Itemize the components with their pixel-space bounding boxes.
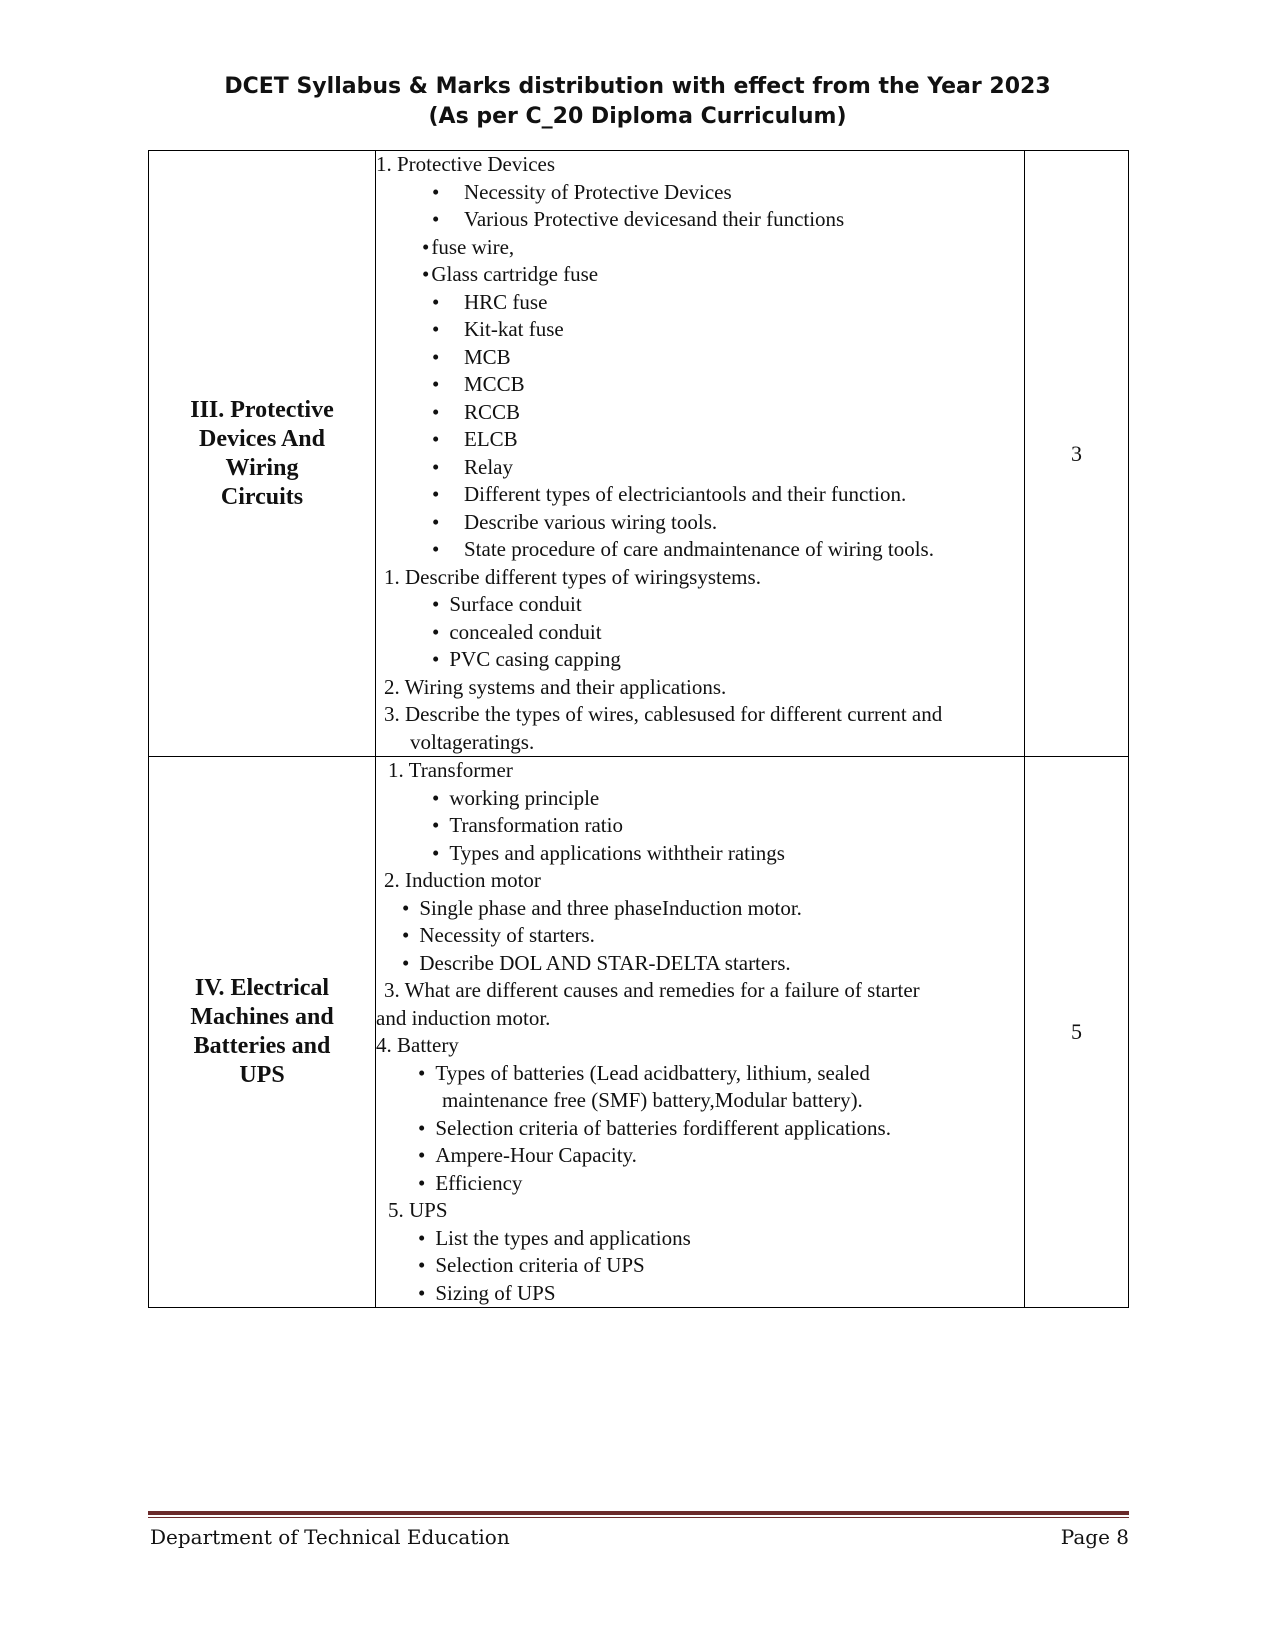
unit-title-line: Machines and (190, 1004, 334, 1030)
topic-bullet-item: • Single phase and three phaseInduction motor. (376, 895, 1024, 923)
unit-title-line: UPS (239, 1062, 285, 1088)
topic-bullet-item: • Describe various wiring tools. (376, 509, 1024, 537)
topic-bullet-item: • Efficiency (376, 1170, 1024, 1198)
topic-heading-line: 5. UPS (388, 1198, 448, 1222)
syllabus-row (149, 151, 1129, 757)
topic-bullet-item: • working principle (376, 785, 1024, 813)
topic-heading-line: 1. Describe different types of wiringsystems. (384, 564, 761, 589)
topic-bullet-item: • Relay (376, 454, 1024, 482)
topic-bullet-item: • Types and applications withtheir ratings (376, 840, 1024, 868)
topic-bullet-item: • ELCB (376, 426, 1024, 454)
topic-bullet-item: • Ampere-Hour Capacity. (376, 1142, 1024, 1170)
footer-page-number: Page 8 (1060, 1525, 1129, 1549)
topic-bullet-item: • State procedure of care andmaintenance of wiring tools. (376, 536, 1024, 564)
topic-bullet-item: • RCCB (376, 399, 1024, 427)
topic-bullet-item: • Various Protective devicesand their functions (376, 206, 1024, 234)
footer-rule-thin (148, 1517, 1129, 1518)
marks-cell: 5 (1025, 757, 1129, 1308)
topic-bullet-item: • Kit-kat fuse (376, 316, 1024, 344)
topic-heading-line: 3. What are different causes and remedies for a failure of starter (384, 978, 920, 1002)
topic-bullet-item: • MCB (376, 344, 1024, 372)
syllabus-table (148, 150, 1129, 1308)
topic-heading-line: 4. Battery (376, 1033, 459, 1057)
marks-cell: 3 (1025, 151, 1129, 757)
unit-title-cell (149, 151, 376, 757)
unit-title-line: Batteries and (193, 1033, 331, 1059)
topic-heading-line: 2. Induction motor (384, 868, 541, 892)
unit-title-line: III. Protective (190, 396, 334, 423)
topic-bullet-item: • Selection criteria of batteries fordifferent applications. (376, 1115, 1024, 1143)
unit-title (177, 396, 347, 512)
unit-title-line: Devices And (199, 425, 325, 452)
topic-bullet-item: • Glass cartridge fuse (376, 261, 1024, 289)
topic-bullet-item: • Describe DOL AND STAR-DELTA starters. (376, 950, 1024, 978)
topic-bullet-item: • Types of batteries (Lead acidbattery, lithium, sealed (376, 1060, 1024, 1088)
topic-bullet-item: • Surface conduit (376, 591, 1024, 619)
topic-heading-line: 2. Wiring systems and their applications. (384, 674, 727, 699)
topic-bullet-item: • Selection criteria of UPS (376, 1252, 1024, 1280)
topic-content-cell (376, 151, 1025, 757)
unit-title-cell (149, 757, 376, 1308)
topic-bullet-item: • MCCB (376, 371, 1024, 399)
topic-heading-line: and induction motor. (376, 1005, 551, 1030)
topic-heading-line: 3. Describe the types of wires, cablesused for different current and (384, 702, 943, 726)
topic-bullet-item: • fuse wire, (376, 234, 1024, 262)
header-subtitle: (As per C_20 Diploma Curriculum) (428, 104, 847, 129)
unit-title-line: Circuits (220, 483, 304, 510)
topic-bullet-item: maintenance free (SMF) battery,Modular battery). (442, 1088, 863, 1112)
topic-bullet-item: • Necessity of starters. (376, 922, 1024, 950)
footer-department: Department of Technical Education (150, 1525, 510, 1549)
topic-heading-line: voltageratings. (410, 729, 535, 754)
unit-title-line: IV. Electrical (194, 975, 330, 1001)
topic-bullet-item: • Necessity of Protective Devices (376, 179, 1024, 207)
unit-title-line: Wiring (225, 454, 299, 481)
topic-bullet-item: • List the types and applications (376, 1225, 1024, 1253)
footer-rule-thick (148, 1511, 1129, 1515)
page-header (0, 72, 1275, 132)
unit-title (177, 974, 347, 1090)
header-title: DCET Syllabus & Marks distribution with effect from the Year 2023 (224, 74, 1051, 99)
topic-bullet-item: • PVC casing capping (376, 646, 1024, 674)
topic-content-cell (376, 757, 1025, 1308)
topic-bullet-item: • Transformation ratio (376, 812, 1024, 840)
topic-heading-line: 1. Protective Devices (376, 152, 556, 176)
topic-bullet-item: • HRC fuse (376, 289, 1024, 317)
topic-bullet-item: • Different types of electriciantools and their function. (376, 481, 1024, 509)
syllabus-row (149, 757, 1129, 1308)
topic-bullet-item: • concealed conduit (376, 619, 1024, 647)
syllabus-table-body (149, 151, 1129, 1308)
topic-heading-line: 1. Transformer (388, 758, 513, 782)
topic-bullet-item: • Sizing of UPS (376, 1280, 1024, 1308)
